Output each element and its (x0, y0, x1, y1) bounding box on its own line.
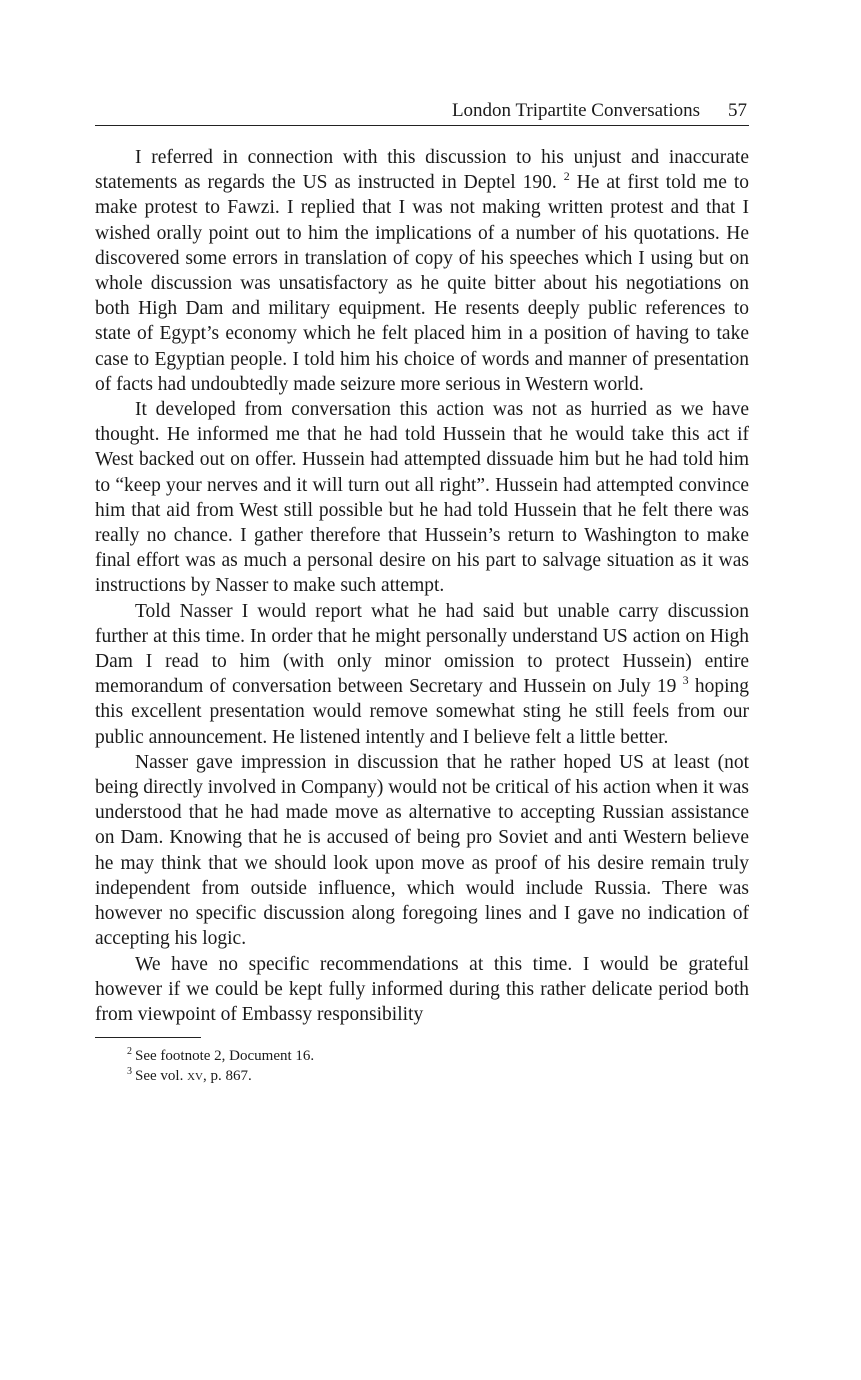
paragraph: We have no specific recommendations at this time. I would be grateful however if we could be kept fully informed during this rather delicate period both from viewpoint of Embassy responsibility (95, 953, 749, 1025)
paragraph: It developed from conversation this action was not as hurried as we have thought. He informed me that he had told Hussein that he would take this act if West backed out on offer. Hussein had attempted dissuade him but he had told him to “keep your nerves and it will turn out all right”. Hussein had attempted convince him that aid from West still possible but he had told Hussein that he felt there was really no chance. I gather therefore that Hussein’s return to Washington to make final effort was as much a personal desire on his part to salvage situation as it was instructions by Nasser to make such attempt. (95, 399, 749, 597)
paragraph-text: He at first told me to make protest to Fawzi. I replied that I was not making written protest and that I wished orally point out to him the implications of a number of his quotations. He discovered some errors in translation of copy of his speeches which I using but on whole discussion was unsatisfactory as he quite bitter about his negotiations on both High Dam and military equipment. He resents deeply public references to state of Egypt’s economy which he felt placed him in a position of having to take case to Egyptian people. I told him his choice of words and manner of presentation of facts had undoubtedly made seizure more serious in Western world. (95, 172, 750, 395)
footnote (95, 1066, 749, 1086)
footnote-text: See footnote 2, Document 16. (135, 1048, 315, 1065)
footnote-volume: xv (187, 1068, 203, 1085)
paragraph (95, 599, 749, 750)
header-title: London Tripartite Conversations (451, 100, 700, 121)
footnote-text: See vol. (135, 1068, 184, 1085)
page-number: 57 (728, 100, 747, 121)
footnote (95, 1046, 749, 1066)
footnote-text: , p. 867. (202, 1068, 252, 1085)
footnote-marker: 2 (127, 1046, 132, 1058)
body-text (95, 145, 749, 1027)
footnote-marker: 3 (127, 1066, 132, 1078)
paragraph-text: I referred in connection with this discussion to his unjust and inaccurate statements as regards the US as instructed in Deptel 190. (95, 147, 749, 194)
document-page (95, 98, 749, 1086)
paragraph-text: Told Nasser I would report what he had said but unable carry discussion further at this time. In order that he might personally understand US action on High Dam I read to him (with only minor omission to protect Hussein) entire memorandum of conversation between Secretary and Hussein on July 19 (95, 600, 749, 698)
footnote-reference: 3 (682, 673, 689, 688)
paragraph-text: hoping this excellent presentation would remove somewhat sting he still feels from our public announcement. He listened intently and I believe felt a little better. (95, 676, 749, 748)
footnote-divider (95, 1037, 201, 1038)
running-header (95, 98, 749, 126)
paragraph (95, 145, 749, 397)
paragraph: Nasser gave impression in discussion that he rather hoped US at least (not being directly involved in Company) would not be critical of his action when it was understood that he had made move as alternative to accepting Russian assistance on Dam. Knowing that he is accused of being pro Soviet and anti Western believe he may think that we should look upon move as proof of his desire remain truly independent from outside influence, which would include Russia. There was however no specific discussion along foregoing lines and I gave no indication of accepting his logic. (95, 751, 749, 950)
footnote-reference: 2 (563, 169, 570, 184)
footnotes (95, 1046, 749, 1086)
